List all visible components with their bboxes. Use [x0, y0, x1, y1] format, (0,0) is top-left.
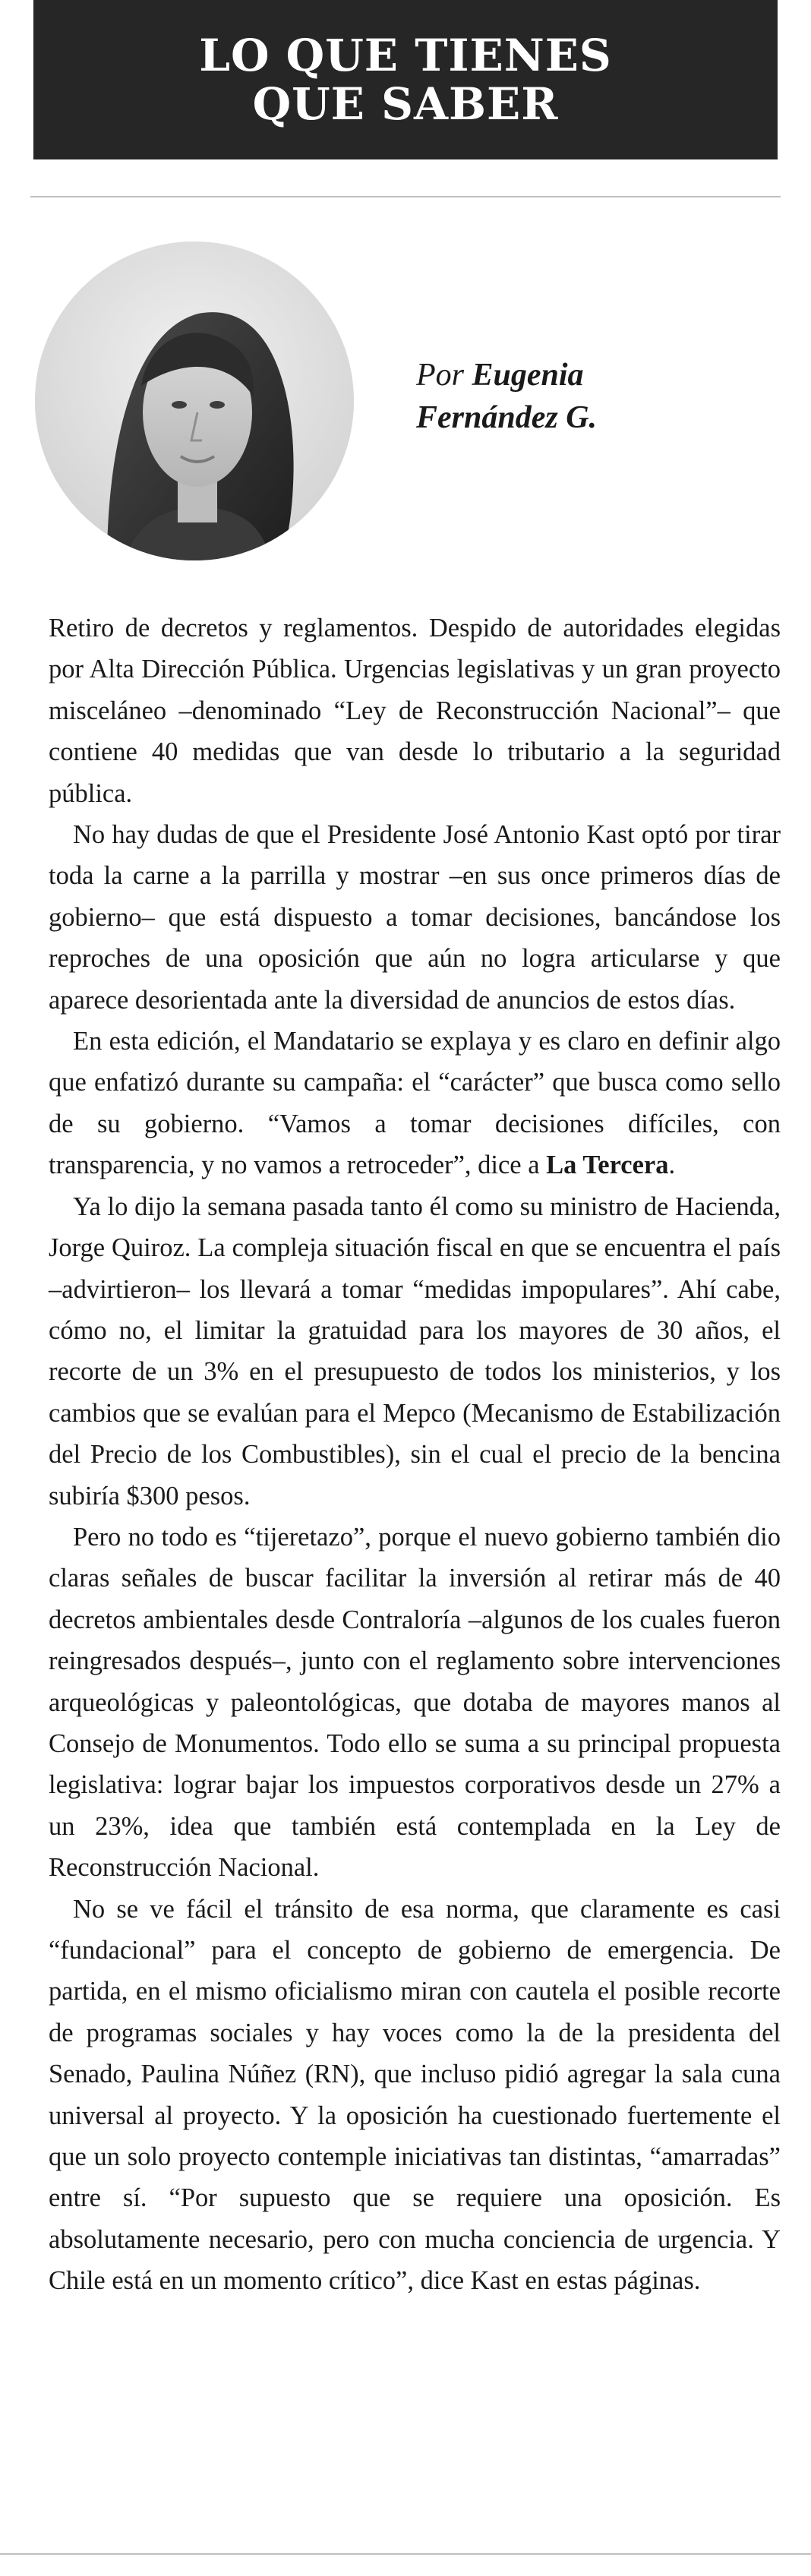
- byline-prefix: Por: [416, 358, 464, 393]
- paragraph-3-end: .: [668, 1151, 676, 1180]
- paragraph-3: [49, 1021, 781, 1186]
- author-byline: [416, 354, 597, 439]
- newspaper-name: La Tercera: [546, 1151, 669, 1180]
- paragraph-1: Retiro de decretos y reglamentos. Despido de autoridades elegidas por Alta Dirección Pública. Urgencias legislativas y un gran proyecto misceláneo –denominado “Ley de Reconstrucción Nacional”– que contiene 40 medidas que van desde lo tributario a la seguridad pública.: [49, 614, 781, 808]
- paragraph-2: No hay dudas de que el Presidente José Antonio Kast optó por tirar toda la carne a la parrilla y mostrar –en sus once primeros días de gobierno– que está dispuesto a tomar decisiones, bancándose los reproches de una oposición que aún no logra articularse y que aparece desorientada ante la diversidad de anuncios de estos días.: [49, 820, 781, 1015]
- divider-bottom: [0, 2553, 811, 2555]
- section-title-line-2: QUE SABER: [252, 78, 559, 130]
- author-portrait: [35, 242, 354, 560]
- paragraph-5: Pero no todo es “tijeretazo”, porque el nuevo gobierno también dio claras señales de buscar facilitar la inversión al retirar más de 40 decretos ambientales desde Contraloría –algunos de los cuales fueron reingresados después–, junto con el reglamento sobre intervenciones arqueológicas y paleontológicas, que dotaba de mayores manos al Consejo de Monumentos. Todo ello se suma a su principal propuesta legislativa: lograr bajar los impuestos corporativos desde un 27% a un 23%, idea que también está contemplada en la Ley de Reconstrucción Nacional.: [49, 1522, 781, 1883]
- author-last-name: Fernández G.: [416, 400, 598, 435]
- article-body: [49, 608, 781, 2302]
- paragraph-3-text: En esta edición, el Mandatario se explaya y es claro en definir algo que enfatizó durante su campaña: el “carácter” que busca como sello de su gobierno. “Vamos a tomar decisiones difíciles, con transparencia, y no vamos a retroceder”, dice a: [49, 1027, 781, 1180]
- section-header: [33, 0, 778, 159]
- author-first-name: Eugenia: [472, 358, 584, 393]
- paragraph-6: No se ve fácil el tránsito de esa norma, que claramente es casi “fundacional” para el concepto de gobierno de emergencia. De partida, en el mismo oficialismo miran con cautela el posible recorte de programas sociales y hay voces como la de la presidenta del Senado, Paulina Núñez (RN), que incluso pidió agregar la sala cuna universal al proyecto. Y la oposición ha cuestionado fuertemente el que un solo proyecto contemple iniciativas tan distintas, “amarradas” entre sí. “Por supuesto que se requiere una oposición. Es absolutamente necesario, pero con mucha conciencia de urgencia. Y Chile está en un momento crítico”, dice Kast en estas páginas.: [49, 1894, 781, 2296]
- section-title-line-1: LO QUE TIENES: [199, 30, 612, 81]
- divider: [30, 196, 781, 197]
- paragraph-4: Ya lo dijo la semana pasada tanto él como su ministro de Hacienda, Jorge Quiroz. La compleja situación fiscal en que se encuentra el país –advirtieron– los llevará a tomar “medidas impopulares”. Ahí cabe, cómo no, el limitar la gratuidad para los mayores de 30 años, el recorte de un 3% en el presupuesto de todos los ministerios, y los cambios que se evalúan para el Mepco (Mecanismo de Estabilización del Precio de los Combustibles), sin el cual el precio de la bencina subiría $300 pesos.: [49, 1192, 781, 1511]
- portrait-image: [35, 242, 354, 560]
